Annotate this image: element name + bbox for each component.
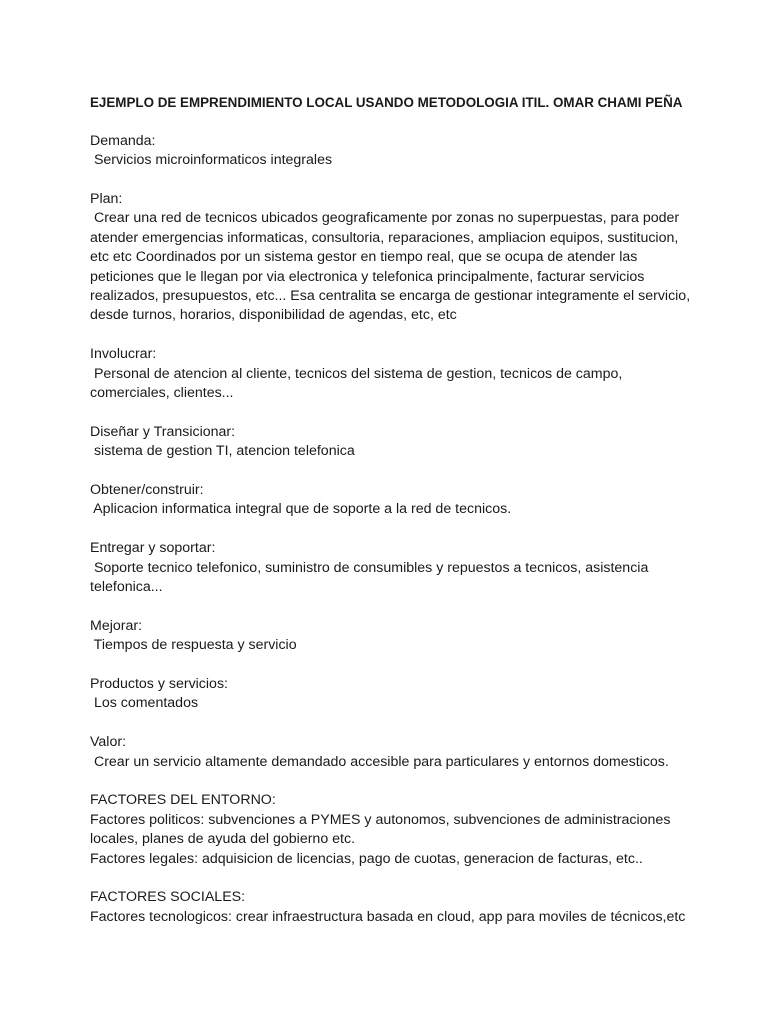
section-text-line: Factores politicos: subvenciones a PYMES y autonomos, subvenciones de administraciones: [90, 811, 671, 828]
document-page: [90, 93, 690, 947]
section-heading: Obtener/construir:: [90, 482, 204, 499]
section-text-line: Tiempos de respuesta y servicio: [90, 637, 297, 654]
section-text-line: Crear una red de tecnicos ubicados geograficamente por zonas no superpuestas, para poder: [90, 210, 680, 227]
section-heading: Valor:: [90, 734, 127, 751]
section-heading: Demanda:: [90, 132, 156, 149]
section-heading: FACTORES SOCIALES:: [90, 889, 246, 906]
section-text-line: locales, planes de ayuda del gobierno etc.: [90, 831, 356, 848]
section-text-line: telefonica...: [90, 579, 163, 596]
section-productos-servicios: [90, 675, 690, 714]
section-text-line: peticiones que le llegan por via electronica y telefonica principalmente, facturar servicios: [90, 268, 645, 285]
section-text-line: Aplicacion informatica integral que de soporte a la red de tecnicos.: [90, 501, 512, 518]
document-title: EJEMPLO DE EMPRENDIMIENTO LOCAL USANDO METODOLOGIA ITIL. OMAR CHAMI PEÑA: [90, 95, 683, 110]
section-heading: FACTORES DEL ENTORNO:: [90, 792, 276, 809]
section-text-line: Factores legales: adquisicion de licencias, pago de cuotas, generacion de facturas, etc..: [90, 850, 643, 867]
section-factores-sociales: [90, 888, 690, 927]
section-obtener-construir: [90, 481, 690, 520]
section-plan: [90, 190, 690, 326]
section-text-line: Personal de atencion al cliente, tecnicos del sistema de gestion, tecnicos de campo,: [90, 365, 623, 382]
section-heading: Entregar y soportar:: [90, 540, 216, 557]
section-text-line: Crear un servicio altamente demandado accesible para particulares y entornos domesticos.: [90, 753, 669, 770]
section-text-line: Los comentados: [90, 695, 199, 712]
section-text-line: comerciales, clientes...: [90, 385, 234, 402]
section-text-line: etc etc Coordinados por un sistema gestor en tiempo real, que se ocupa de atender las: [90, 249, 638, 266]
section-involucrar: [90, 345, 690, 403]
section-heading: Productos y servicios:: [90, 676, 228, 693]
section-demanda: [90, 132, 690, 171]
section-text-line: atender emergencias informaticas, consultoria, reparaciones, ampliacion equipos, sustitucion,: [90, 229, 679, 246]
section-heading: Diseñar y Transicionar:: [90, 423, 236, 440]
section-text-line: Factores tecnologicos: crear infraestructura basada en cloud, app para moviles de técnicos,etc: [90, 908, 686, 925]
section-heading: Involucrar:: [90, 346, 157, 363]
section-heading: Mejorar:: [90, 617, 143, 634]
section-entregar-soportar: [90, 539, 690, 597]
section-text-line: desde turnos, horarios, disponibilidad de agendas, etc, etc: [90, 307, 457, 324]
section-mejorar: [90, 617, 690, 656]
section-factores-entorno: [90, 791, 690, 869]
section-valor: [90, 733, 690, 772]
section-disenar-transicionar: [90, 423, 690, 462]
section-text-line: Servicios microinformaticos integrales: [90, 152, 333, 169]
section-text-line: sistema de gestion TI, atencion telefonica: [90, 443, 355, 460]
section-text-line: realizados, presupuestos, etc... Esa centralita se encarga de gestionar integramente el servicio,: [90, 288, 691, 305]
section-heading: Plan:: [90, 191, 123, 207]
section-text-line: Soporte tecnico telefonico, suministro de consumibles y repuestos a tecnicos, asistencia: [90, 559, 649, 576]
